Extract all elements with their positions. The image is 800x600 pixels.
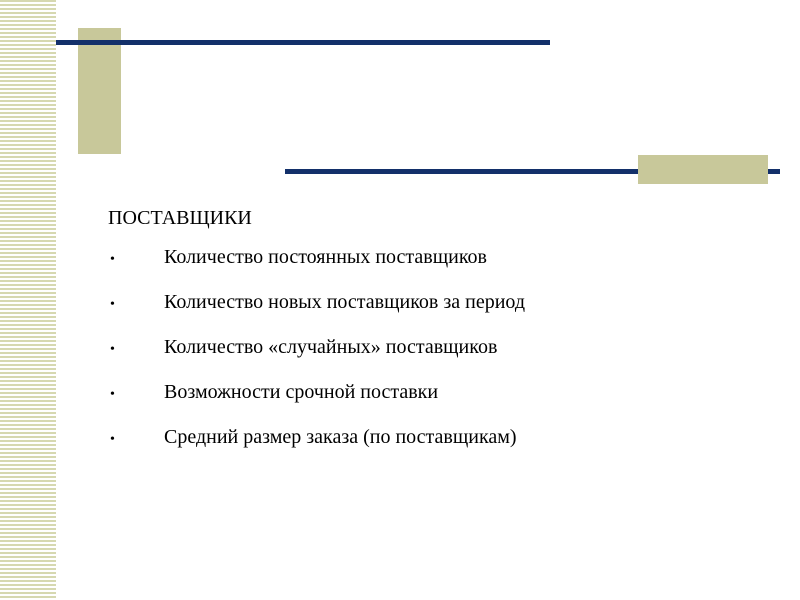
decorative-stripe-band [0, 0, 56, 600]
list-item [108, 243, 768, 274]
slide-heading: ПОСТАВЩИКИ [108, 207, 252, 229]
decorative-olive-block-horizontal [638, 155, 768, 184]
bullet-icon: • [110, 342, 115, 357]
decorative-olive-block-vertical [78, 28, 121, 154]
list-item [108, 333, 768, 364]
slide-content [108, 204, 768, 468]
bullet-text: Возможности срочной поставки [164, 381, 439, 403]
bullet-text: Количество «случайных» поставщиков [164, 336, 498, 358]
bullet-list [108, 243, 768, 454]
list-item [108, 423, 768, 454]
bullet-icon: • [110, 252, 115, 267]
bullet-icon: • [110, 432, 115, 447]
decorative-navy-line-top [56, 40, 550, 45]
list-item [108, 378, 768, 409]
bullet-text: Количество постоянных поставщиков [164, 246, 487, 268]
bullet-text: Количество новых поставщиков за период [164, 291, 525, 313]
bullet-text: Средний размер заказа (по поставщикам) [164, 426, 517, 448]
bullet-icon: • [110, 297, 115, 312]
bullet-icon: • [110, 387, 115, 402]
list-item [108, 288, 768, 319]
